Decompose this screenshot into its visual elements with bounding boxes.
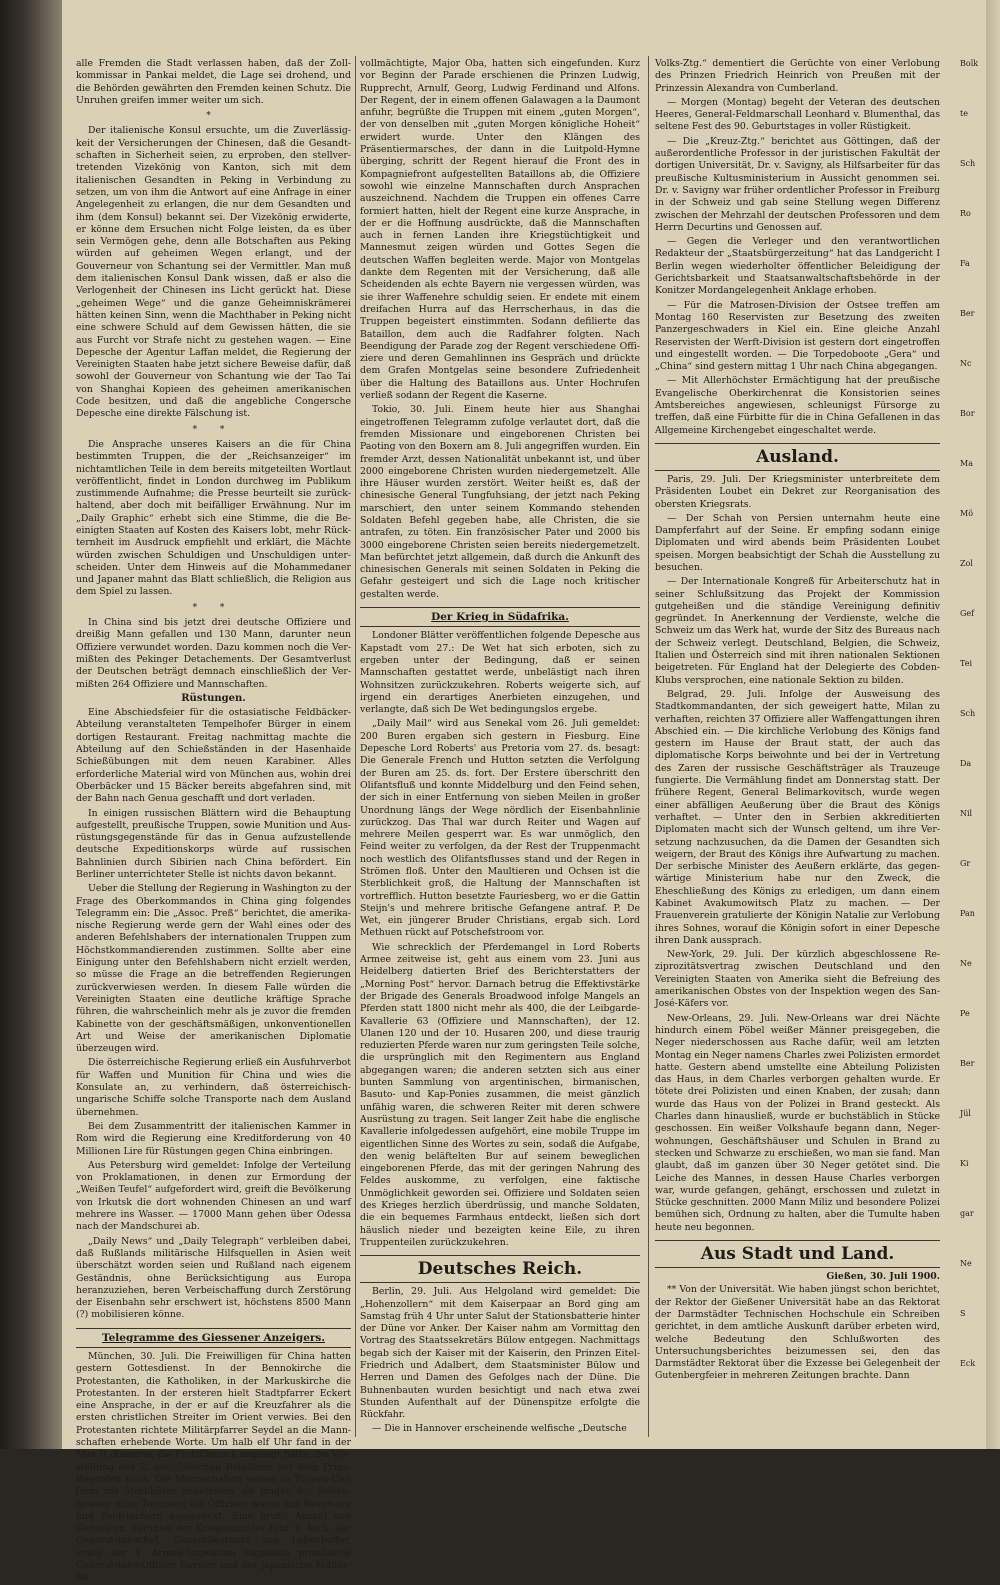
adjacent-page-fragment: Nil: [960, 809, 973, 818]
article-paragraph: — Der Schah von Persien unternahm heute eine Dampferfahrt auf der Seine. Er empfing sodann einige Diplomaten und wird abends beim Präsidenten Loubet speisen. Morgen beabsichtigt der Schah die Ausstellung zu besuchen.: [655, 512, 940, 573]
adjacent-page-fragment: Gr: [960, 859, 971, 868]
section-heading: Ausland.: [655, 443, 940, 471]
adjacent-page-fragment: Jül: [960, 1109, 971, 1118]
adjacent-page-fragment: Sch: [960, 159, 976, 168]
adjacent-page-fragment: Bor: [960, 409, 975, 418]
article-paragraph: Bei dem Zusammentritt der italienischen Kammer in Rom wird die Regierung eine Kreditforderung von 40 Millionen Lire für Rüstungen gegen China einbringen.: [76, 1120, 351, 1157]
article-paragraph: vollmächtigte, Major Oba, hatten sich eingefunden. Kurz vor Beginn der Parade erschienen die Prinzen Ludwig, Rupprecht, Arnulf, Georg, Ludwig Ferdinand und Alfons. Der Regent, der in einem offenen Galawagen a la Daumont anfuhr, begrüßte die Truppen mit einem „guten Morgen“, der von denselben mit „guten Morgen königliche Hoheit“ erwidert wurde. Unter den Klängen des Präsentiermarsches, der dann in die Luitpold-Hymne überging, schritt der Regent hierauf die Front des in Kompagniefront aufgestellten Bataillons ab, die Offiziere sowohl wie einzelne Mannschaften durch Ansprachen auszeichnend. Nachdem die Truppen ein offenes Carre formiert hatten, hielt der Regent eine kurze Ansprache, in der er die Hoffnung ausdrückte, daß die Mannschaften auch in fernen Landen ihre Kriegstüchtigkeit und Mannesmut zeigen würden und Gottes Segen die deutschen Waffen begleiten werde. Major von Montgelas dankte dem Regenten mit der Versicherung, daß alle Scheidenden als echte Bayern nie vergessen würden, was sie ihrer Waffenehre schuldig seien. Er endete mit einem dreifachen Hurra auf das Herrscherhaus, in das die Truppen begeistert einstimmten. Sodann defilierte das Bataillon, dem auch die Radfahrer folgten. Nach Beendigung der Parade zog der Regent verschiedene Offiziere und deren Gemahlinnen ins Gespräch und drückte dem Grafen Montgelas seine besondere Zufriedenheit über die Haltung des Bataillons aus. Unter Hochrufen verließ sodann der Regent die Kaserne.: [360, 58, 640, 402]
article-paragraph: alle Fremden die Stadt verlassen haben, daß der Zollkommissar in Pankai meldet, die Lage sei drohend, und die Behörden gewährten den Fremden keinen Schutz. Die Unruhen greifen immer weiter um sich.: [76, 58, 351, 106]
article-paragraph: „Daily Mail“ wird aus Senekal vom 26. Juli gemeldet: 200 Buren ergaben sich gestern in Fiesburg. Eine Depesche Lord Roberts' aus Pretoria vom 27. ds. besagt: Die Generale French und Hutton setzten die Verfolgung der Buren am 25. ds. fort. Der Erstere überschritt den Olifantsfluß und konnte Middelburg und den Feind sehen, der sich in einer Entfernung von sieben Meilen in großer Unordnung längs der Wege nördlich der Eisenbahnlinie zurückzog. Das Thal war durch Reiter und Wagen auf mehrere Meilen gesperrt war. Es war unmöglich, den Feind weiter zu verfolgen, da der Rest der Truppenmacht noch westlich des Olifantsflusses stand und der Regen in Strömen floß. Unter den Maultieren und Ochsen ist die Sterblichkeit groß, die Haltung der Mannschaften ist vortrefflich. Hutton besetzte Fauriesberg, wo er die Gattin Steijn's und mehrere britische Gefangene antraf. P. De Wet, ein jüngerer Bruder Christians, ergab sich. Lord Methuen rückt auf Potschefstroom vor.: [360, 718, 640, 939]
section-heading: Telegramme des Giessener Anzeigers.: [76, 1328, 351, 1348]
adjacent-page-fragment: Da: [960, 759, 972, 768]
article-paragraph: Volks-Ztg.“ dementiert die Gerüchte von einer Verlobung des Prinzen Friedrich Heinrich von Preußen mit der Prinzessin Alexandra von Cumberland.: [655, 58, 940, 94]
section-divider: * *: [192, 602, 235, 613]
article-paragraph: ** Von der Universität. Wie haben jüngst schon berichtet, der Rektor der Gießener Universität habe an das Rektorat der Darmstädter Technischen Hochschule ein Schreiben gerichtet, in dem amtliche Auskunft darüber erbeten wird, welche Bedeutung den Schlußworten des Untersuchungsberichtes beizumessen sei, den das Darmstädter Rektorat über die Exzesse bei Gelegenheit der Gutenbergfeier in mehreren Zeitungen brachte. Dann: [655, 1284, 940, 1382]
adjacent-page-fragment: te: [960, 109, 968, 118]
adjacent-page-fragment: Gef: [960, 609, 975, 618]
adjacent-page-fragment: Ne: [960, 959, 972, 968]
article-paragraph: Der italienische Konsul ersuchte, um die Zuverlässigkeit der Versicherungen der Chinesen, daß die Gesandtschaften in Sicherheit seien, zu erproben, den stellvertretenden Vizekönig von Kanton, sich mit dem italienischen Gesandten in Peking in Verbindung zu setzen, um von ihm die Antwort auf eine Anfrage in einer Angelegenheit zu erlangen, die nur dem Gesandten und ihm (dem Konsul) bekannt sei. Der Vizekönig erwiderte, er könne dem Ersuchen nicht Folge leisten, da es über sein Vermögen gehe, denn alle Botschaften aus Peking würden auf geheimen Wegen erlangt, und der Gouverneur von Schantung sei der Vermittler. Man muß dem italienischen Konsul Dank wissen, daß er also die Verlogenheit der Chinesen ins Licht gerückt hat. Diese „geheimen Wege“ und die ganze Geheimniskrämerei hätten keinen Sinn, wenn die Machthaber in Peking nicht eine schwere Schuld auf dem Gewissen hätten, die sie aus Furcht vor Strafe nicht zu gestehen wagen. — Eine Depesche der Agentur Laffan meldet, die Regierung der Vereinigten Staaten habe jetzt sichere Beweise dafür, daß sowohl der Gouverneur von Schantung wie der Tao Tai von Shanghai Kopieen des geheimen amerikanischen Code besitzen, und daß die angebliche Congersche Depesche eine direkte Fälschung ist.: [76, 125, 351, 420]
article-paragraph: München, 30. Juli. Die Freiwilligen für China hatten gestern Gottesdienst. In der Bennokirche die Protestanten, die Katholiken, in der Markuskirche die Protestanten. In der ersteren hielt Stadtpfarrer Eckert eine Ansprache, in der er auf die Kreuzfahrer als die ersten christlichen Streiter im Orient verwies. Bei den Protestanten richtete Militärpfarrer Seydel an die Mannschaften erhebende Worte. Um halb elf Uhr fand in der Max II.-Kaserne, die Festschmuck angelegt hatte, die Vorstellung des 2. ostasiatischen Bataillons vor dem Prinz-Regenten statt. Die Mannschaften waren in Tropen-Uniform mit Strohhüten angetreten, sie trugen das Seitengewehr ohne Tornister, die Offiziere waren mit Revolvern und Feldstechern ausgerückt. Eine große Anzahl von Generalen, darunter der Kriegsminister Frhr. v. Asch, der Generalstabschef, Generalleutnant von Lobenhoffer, sowie der 4. Armee-Inspektion zugeteilte preußische Generalstabs-Offizier Garnier und der japanische Militär-Be: [76, 1350, 351, 1584]
article-paragraph: Eine Abschiedsfeier für die ostasiatische Feldbäcker-Abteilung veranstalteten Tempelhofer Bürger in einem dortigen Restaurant. Freitag nachmittag machte die Abteilung auf den Schießständen in der Hasenhaide Schießübungen mit dem neuen Karabiner. Alles erforderliche Material wird von München aus, wohin drei Oberbäcker und 15 Bäcker bereits abgefahren sind, mit der Bahn nach Genua geschafft und dort verladen.: [76, 707, 351, 805]
article-paragraph: — Der Internationale Kongreß für Arbeiterschutz hat in seiner Schlußsitzung das Projekt der Kommission gutgeheißen und die ständige Vereinigung definitiv gegründet. In Anerkennung der Verdienste, welche die Schweiz um das Werk hat, wurde der Sitz des Bureaus nach der Schweiz verlegt. Deutschland, Belgien, die Schweiz, Italien und Österreich sind mit ihren nationalen Sektionen beigetreten. Für England hat der Delegierte des Cobden-Klubs versprochen, eine nationale Sektion zu bilden.: [655, 576, 940, 686]
article-paragraph: New-York, 29. Juli. Der kürzlich abgeschlossene Reziprozitätsvertrag zwischen Deutschland und den Vereinigten Staaten von Amerika sieht die Befreiung des amerikanischen Obstes von der Inspektion wegen des San-José-Käfers vor.: [655, 949, 940, 1010]
binding-edge: [0, 0, 62, 1449]
article-paragraph: Paris, 29. Juli. Der Kriegsminister unterbreitete dem Präsidenten Loubet ein Dekret zur Reorganisation des obersten Kriegsrats.: [655, 473, 940, 510]
adjacent-page-fragment: Tei: [960, 659, 973, 668]
article-paragraph: In einigen russischen Blättern wird die Behauptung aufgestellt, preußische Truppen, sowie Munition und Ausrüstungsgegenstände für das in Genua aufzustellende deutsche Expeditionskorps würde auf russischen Bahnlinien durch Sibirien nach China befördert. Ein Berliner unterrichteter Stelle ist nichts davon bekannt.: [76, 807, 351, 880]
adjacent-page-fragment: Fa: [960, 259, 970, 268]
section-divider: *: [206, 111, 221, 122]
adjacent-page-fragment: Pe: [960, 1009, 970, 1018]
adjacent-page-fragment: gar: [960, 1209, 974, 1218]
column-1: [76, 58, 352, 1584]
article-paragraph: Berlin, 29. Juli. Aus Helgoland wird gemeldet: Die „Hohenzollern“ mit dem Kaiserpaar an Bord ging am Samstag früh 4 Uhr unter Salut der Stationsbatterie hinter der Düne vor Anker. Der Kaiser nahm am Vormittag den Vortrag des Staatssekretärs Bülow entgegen. Nachmittags begab sich der Kaiser mit der Kaiserin, den Prinzen Eitel-Friedrich und Adalbert, dem Staatsminister Bülow und Herren und Damen des Gefolges nach der Düne. Die Buhnenbauten wurden besichtigt und nach etwa zwei Stunden Aufenthalt auf der Dünenspitze erfolgte die Rückfahr.: [360, 1286, 640, 1421]
article-paragraph: Aus Petersburg wird gemeldet: Infolge der Verteilung von Proklamationen, in denen zur Ermordung der „Weißen Teufel“ aufgefordert wird, greift die Bevölkerung von Irkutsk die dort wohnenden Chinesen an und warf mehrere ins Wasser. — 17000 Mann gehen über Odessa nach der Mandschurei ab.: [76, 1159, 351, 1233]
adjacent-page-fragment: Nc: [960, 359, 972, 368]
adjacent-page-fragment: Ro: [960, 209, 971, 218]
section-heading: Deutsches Reich.: [360, 1255, 640, 1283]
dateline: Gießen, 30. Juli 1900.: [826, 1271, 940, 1283]
article-paragraph: — Die „Kreuz-Ztg.“ berichtet aus Göttingen, daß der außerordentliche Professor in der juristischen Fakultät der dortigen Universität, Dr. v. Savigny, als Hilfsarbeiter für das preußische Kultusministerium in Aussicht genommen sei. Dr. v. Savigny war früher ordentlicher Professor in Freiburg in der Schweiz und gab seine Stellung wegen Differenz zwischen der Mehrzahl der deutschen Professoren und dem Herrn Decurtins und Genossen auf.: [655, 135, 940, 233]
article-paragraph: Tokio, 30. Juli. Einem heute hier aus Shanghai eingetroffenen Telegramm zufolge verlautet dort, daß die fremden Missionare und eingeborenen Christen bei Paoting von den Boxern am 8. Juli angegriffen wurden. Ein fremder Arzt, dessen Nationalität unbekannt ist, und über 2000 eingeborene Christen wurden niedergemetzelt. Alle ihre Häuser wurden zerstört. Weiter heißt es, daß der chinesische General Tungfuhsiang, der jetzt nach Peking marschiert, den unter seinem Kommando stehenden Soldaten Befehl gegeben habe, alle Christen, die sie antrafen, zu töten. Ein französischer Pater und 2000 bis 3000 eingeborene Christen seien bereits niedergemetzelt. Man befürchtet jetzt allgemein, daß durch die Ankunft des chinesischen Generals mit seinen Soldaten in Peking die Gefahr gesteigert und sich die Lage noch kritischer gestalten werde.: [360, 404, 640, 600]
column-rule: [648, 56, 649, 1437]
column-3: [655, 58, 940, 1439]
section-divider: * *: [192, 424, 235, 435]
adjacent-page-fragment: Mö: [960, 509, 974, 518]
adjacent-page-text: [960, 58, 984, 1439]
article-paragraph: Ueber die Stellung der Regierung in Washington zu der Frage des Oberkommandos in China ging folgendes Telegramm ein: Die „Assoc. Preß“ berichtet, die amerikanische Regierung werde gern der Wahl eines oder des anderen Befehlshabers der internationalen Truppen zum Höchstkommandierenden zustimmen. Sollte aber eine Einigung unter den Befehlshabern nicht erzielt werden, so müsse die Frage an die betreffenden Regierungen zurückverwiesen werden. In diesem Falle würden die Vereinigten Staaten eine deutliche kräftige Sprache führen, die wahrscheinlich mehr als je zuvor die fremden Kabinette von der geschäftsmäßigen, unkonventionellen Art und Weise der amerikanischen Diplomatie überzeugen wird.: [76, 883, 352, 1055]
adjacent-page-fragment: Ki: [960, 1159, 969, 1168]
adjacent-page-edge: [986, 0, 1000, 1449]
article-paragraph: In China sind bis jetzt drei deutsche Offiziere und dreißig Mann gefallen und 130 Mann, darunter neun Offiziere verwundet worden. Dazu kommen noch die Vermißten des Pekinger Detachements. Der Gesamtverlust der Deutschen beträgt demnach einschließlich der Vermißten 264 Offiziere und Mannschaften.: [76, 617, 351, 690]
column-rule: [355, 56, 356, 1437]
column-2: [360, 58, 640, 1439]
adjacent-page-fragment: Zol: [960, 559, 973, 568]
article-paragraph: — Gegen die Verleger und den verantwortlichen Redakteur der „Staatsbürgerzeitung“ hat das Landgericht I Berlin wegen wiederholter öffentlicher Beleidigung der Gerichtsbarkeit und Staatsanwaltschaftsbehörde in der Konitzer Mordangelegenheit Anklage erhoben.: [655, 236, 940, 297]
adjacent-page-fragment: Ne: [960, 1259, 972, 1268]
adjacent-page-fragment: Pan: [960, 909, 975, 918]
article-paragraph: — Die in Hannover erscheinende welfische „Deutsche: [372, 1423, 627, 1435]
article-paragraph: Londoner Blätter veröffentlichen folgende Depesche aus Kapstadt vom 27.: De Wet hat sich erboten, sich zu ergeben unter der Bedingung, daß er seinen Mannschaften gestattet werde, unbelästigt nach ihren Wohnsitzen zurückzukehren. Roberts weigerte sich, auf irgend ein derartiges Anerbieten einzugehen, und verlangte, daß sich De Wet bedingungslos ergebe.: [360, 630, 640, 716]
article-paragraph: New-Orleans, 29. Juli. New-Orleans war drei Nächte hindurch einem Pöbel weißer Männer preisgegeben, die Neger niederschossen aus Rache dafür, weil am letzten Montag ein Neger namens Charles zwei Polizisten ermordet hatte. Gestern abend umstellte eine Abteilung Polizisten das Haus, in dem Charles verborgen gehalten wurde. Er tötete drei Polizisten und einen Knaben, der zusah; dann wurde das Haus von der Polizei in Brand gesteckt. Als Charles dann hinausließ, wurde er buchstäblich in Stücke geschossen. Ein weißer Volkshaufe begann dann, Negerwohnungen, Geschäftshäuser und Schulen in Brand zu stecken und Schwarze zu erschießen, wo man sie fand. Man glaubt, daß im ganzen über 30 Neger getötet sind. Die Leiche des Mannes, in dessen Hause Charles verborgen war, wurde gefangen, gehängt, erschossen und zuletzt in Stücke geschnitten. 2000 Mann Miliz und besondere Polizei bemühen sich, Ordnung zu halten, aber die Tumulte haben heute neu begonnen.: [655, 1012, 940, 1233]
article-paragraph: Belgrad, 29. Juli. Infolge der Ausweisung des Stadtkommandanten, der sich geweigert hatte, Milan zu verhaften, reichten 37 Offiziere aller Waffengattungen ihren Abschied ein. — Die kirchliche Verlobung des Königs fand gestern im Hause der Braut statt, der auch das diplomatische Korps beiwohnte und bei der in Vertretung des Zaren der russische Geschäftsträger als Trauzeuge fungierte. Die Vermählung findet am Donnerstag statt. Der frühere Regent, General Belimarkovitsch, wurde wegen einer abfälligen Aeußerung über die Braut des Königs verhaftet. — Unter den in Serbien akkreditierten Diplomaten macht sich der Wunsch geltend, um ihre Versetzung nachzusuchen, da die Damen der Gesandten sich weigern, der Braut des Königs ihre Aufwartung zu machen. Der serbische Minister des Aeußern erklärte, das gegenwärtige Ministerium habe nur den Zweck, die Eheschließung des Königs zu erledigen, um dann einem Kabinet Avakumowitsch Platz zu machen. — Der Frauenverein gratulierte der Königin Natalie zur Verlobung ihres Sohnes, worauf die Königin sofort in einer Depesche ihren Dank aussprach.: [655, 688, 940, 946]
adjacent-page-fragment: S: [960, 1309, 966, 1318]
article-paragraph: „Daily News“ und „Daily Telegraph“ verbleiben dabei, daß Rußlands militärische Hilfsquellen in Asien weit überschätzt worden seien und Rußland nach eigenem Geständnis, ohne Berücksichtigung aus Europa heranzuziehen, beren Verbeischaffung durch Zerstörung der Eisenbahn sehr erschwert ist, höchstens 8500 Mann (?) mobilisieren könne.: [76, 1235, 351, 1321]
article-paragraph: — Morgen (Montag) begeht der Veteran des deutschen Heeres, General-Feldmarschall Leonhard v. Blumenthal, das seltene Fest des 90. Geburtstages in voller Rüstigkeit.: [655, 96, 940, 133]
adjacent-page-fragment: Ma: [960, 459, 973, 468]
adjacent-page-fragment: Ber: [960, 1059, 975, 1068]
section-heading: Rüstungen.: [181, 692, 246, 704]
adjacent-page-fragment: Ber: [960, 309, 975, 318]
article-paragraph: Die Ansprache unseres Kaisers an die für China bestimmten Truppen, die der „Reichsanzeiger“ im nichtamtlichen Teile in dem bereits mitgeteilten Wortlaut veröffentlicht, findet in London durchweg im Publikum zustimmende Aufnahme; die Presse beurteilt sie zurückhaltend, aber doch mit beifälliger Erwähnung. Nur im „Daily Graphic“ erhebt sich eine Stimme, die die Beeinigten Staaten auf Kosten des Kaisers lobt, mehr Rückternheit im Ausdruck empfiehlt und erklärt, die Mächte würden zwischen Schuldigen und Unschuldigen unterscheiden. Unter dem Hinweis auf die Mohammedaner und Japaner mahnt das Blatt schließlich, die Religion aus dem Spiel zu lassen.: [76, 438, 351, 598]
article-paragraph: — Mit Allerhöchster Ermächtigung hat der preußische Evangelische Oberkirchenrat die Konsistorien seines Amtsbereiches angewiesen, schleunigst Fürsorge zu treffen, daß eine Fürbitte für die in China Gefallenen in das Allgemeine Kirchengebet eingeschaltet werde.: [655, 375, 940, 436]
article-paragraph: Die österreichische Regierung erließ ein Ausfuhrverbot für Waffen und Munition für China und wies die Konsulate an, zu verhindern, daß österreichisch-ungarische Schiffe solche Transporte nach dem Ausland übernehmen.: [76, 1057, 351, 1118]
section-heading: Aus Stadt und Land.: [655, 1240, 940, 1268]
article-paragraph: — Für die Matrosen-Division der Ostsee treffen am Montag 160 Reservisten zur Besetzung des zweiten Panzergeschwaders in Kiel ein. Eine gleiche Anzahl Reservisten der Werft-Division ist gestern dort eingetroffen und eingestellt worden. — Die Torpedoboote „Gera“ und „China“ sind gestern mittag 1 Uhr nach China abgegangen.: [655, 299, 940, 373]
article-paragraph: Wie schrecklich der Pferdemangel in Lord Roberts Armee zeitweise ist, geht aus einem vom 23. Juni aus Heidelberg datierten Brief des Berichterstatters der „Morning Post“ hervor. Darnach betrug die Effektivstärke der Brigade des Generals Broadwood infolge Mangels an Pferden statt 1800 nicht mehr als 400, die der Leibgarde-Kavallerie 63 (Offiziere und Mannschaften), der 12. Ulanen 120 und der 10. Husaren 200, und diese traurig reduzierten Pferde waren nur zum geringsten Teile solche, die ursprünglich mit den Regimentern aus England abgegangen waren; die anderen setzten sich aus einer bunten Sammlung von argentinischen, birmanischen, Basuto- und Kap-Ponies zusammen, die meist gänzlich unfähig waren, die schweren Reiter mit deren schwere Ausrüstung zu tragen. Seit langer Zeit habe die englische Kavallerie infolgedessen aufgehört, eine mobile Truppe im eigentlichen Sinne des Wortes zu sein, sodaß die Aufgabe, den wenig beläftelten Bur auf seinem beweglichen eingeborenen Pferde, das mit der geringen Nahrung des Feldes auskomme, zu verfolgen, eine faktische Unmöglichkeit geworden sei. Offiziere und Soldaten seien des Krieges herzlich überdrüssig, und manche Soldaten, die ein bequemes Farmhaus entdeckt, ließen sich dort häuslich nieder und bezeigten keine Eile, zu ihren Truppenteilen zurückzukehren.: [360, 941, 640, 1248]
adjacent-page-fragment: Bolk: [960, 59, 979, 68]
adjacent-page-fragment: Eck: [960, 1359, 976, 1368]
adjacent-page-fragment: Sch: [960, 709, 976, 718]
section-heading: Der Krieg in Südafrika.: [360, 607, 640, 627]
